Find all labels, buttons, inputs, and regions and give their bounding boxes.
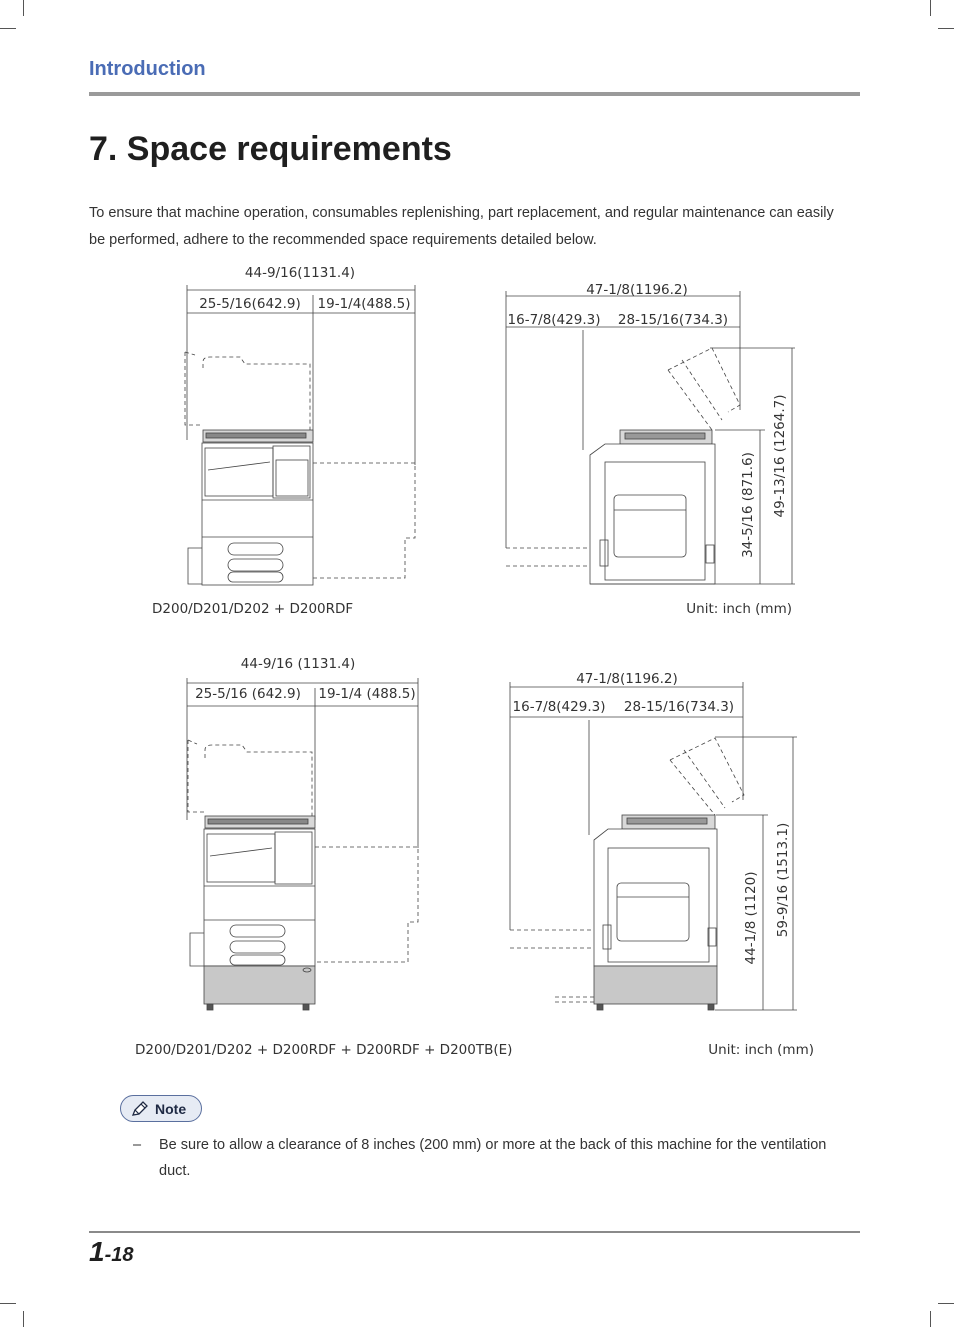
page-number-major: 1 <box>89 1236 105 1267</box>
dim-height-inner-1: 34-5/16 (871.6) <box>740 452 756 558</box>
intro-paragraph: To ensure that machine operation, consumables replenishing, part replacement, and regular maintenance can easily be performed, adhere to the recommended space requirements detailed below. <box>89 205 834 248</box>
unit-label-1: Unit: inch (mm) <box>686 601 792 617</box>
page-title: 7. Space requirements <box>89 130 452 168</box>
note-label: Note <box>155 1100 187 1117</box>
note-text: Be sure to allow a clearance of 8 inches (200 mm) or more at the back of this machine for the ventilation duct. <box>159 1137 827 1179</box>
pencil-icon <box>131 1101 149 1117</box>
unit-label-2: Unit: inch (mm) <box>708 1042 814 1058</box>
dim-front-total-1: 44-9/16(1131.4) <box>244 265 356 281</box>
dim-side-total-1: 47-1/8(1196.2) <box>586 282 688 298</box>
dim-front-right-1: 19-1/4(488.5) <box>317 296 411 312</box>
dim-front-left-1: 25-5/16(642.9) <box>199 296 301 312</box>
dim-height-inner-2: 44-1/8 (1120) <box>743 871 759 965</box>
footer-rule <box>89 1231 860 1233</box>
dim-front-total-2: 44-9/16 (1131.4) <box>240 656 356 672</box>
dim-side-left-2: 16-7/8(429.3) <box>512 699 606 715</box>
front-view-1 <box>185 285 415 585</box>
caption-1: D200/D201/D202 + D200RDF <box>152 601 354 617</box>
note-badge <box>120 1095 202 1122</box>
page-number <box>89 1236 133 1268</box>
section-label: Introduction <box>89 58 206 80</box>
dim-side-left-1: 16-7/8(429.3) <box>507 312 601 328</box>
note-bullet: – <box>133 1137 142 1153</box>
dim-height-outer-1: 49-13/16 (1264.7) <box>772 394 788 518</box>
caption-2: D200/D201/D202 + D200RDF + D200RDF + D200TB(E) <box>135 1042 513 1058</box>
dim-side-total-2: 47-1/8(1196.2) <box>576 671 678 687</box>
dim-front-left-2: 25-5/16 (642.9) <box>195 686 301 702</box>
dim-side-right-2: 28-15/16(734.3) <box>623 699 735 715</box>
dim-height-outer-2: 59-9/16 (1513.1) <box>775 822 791 938</box>
dim-front-right-2: 19-1/4 (488.5) <box>318 686 416 702</box>
note-item <box>135 1132 835 1184</box>
dim-side-right-1: 28-15/16(734.3) <box>617 312 729 328</box>
front-view-2 <box>187 678 418 1010</box>
page-number-minor: -18 <box>104 1244 134 1266</box>
